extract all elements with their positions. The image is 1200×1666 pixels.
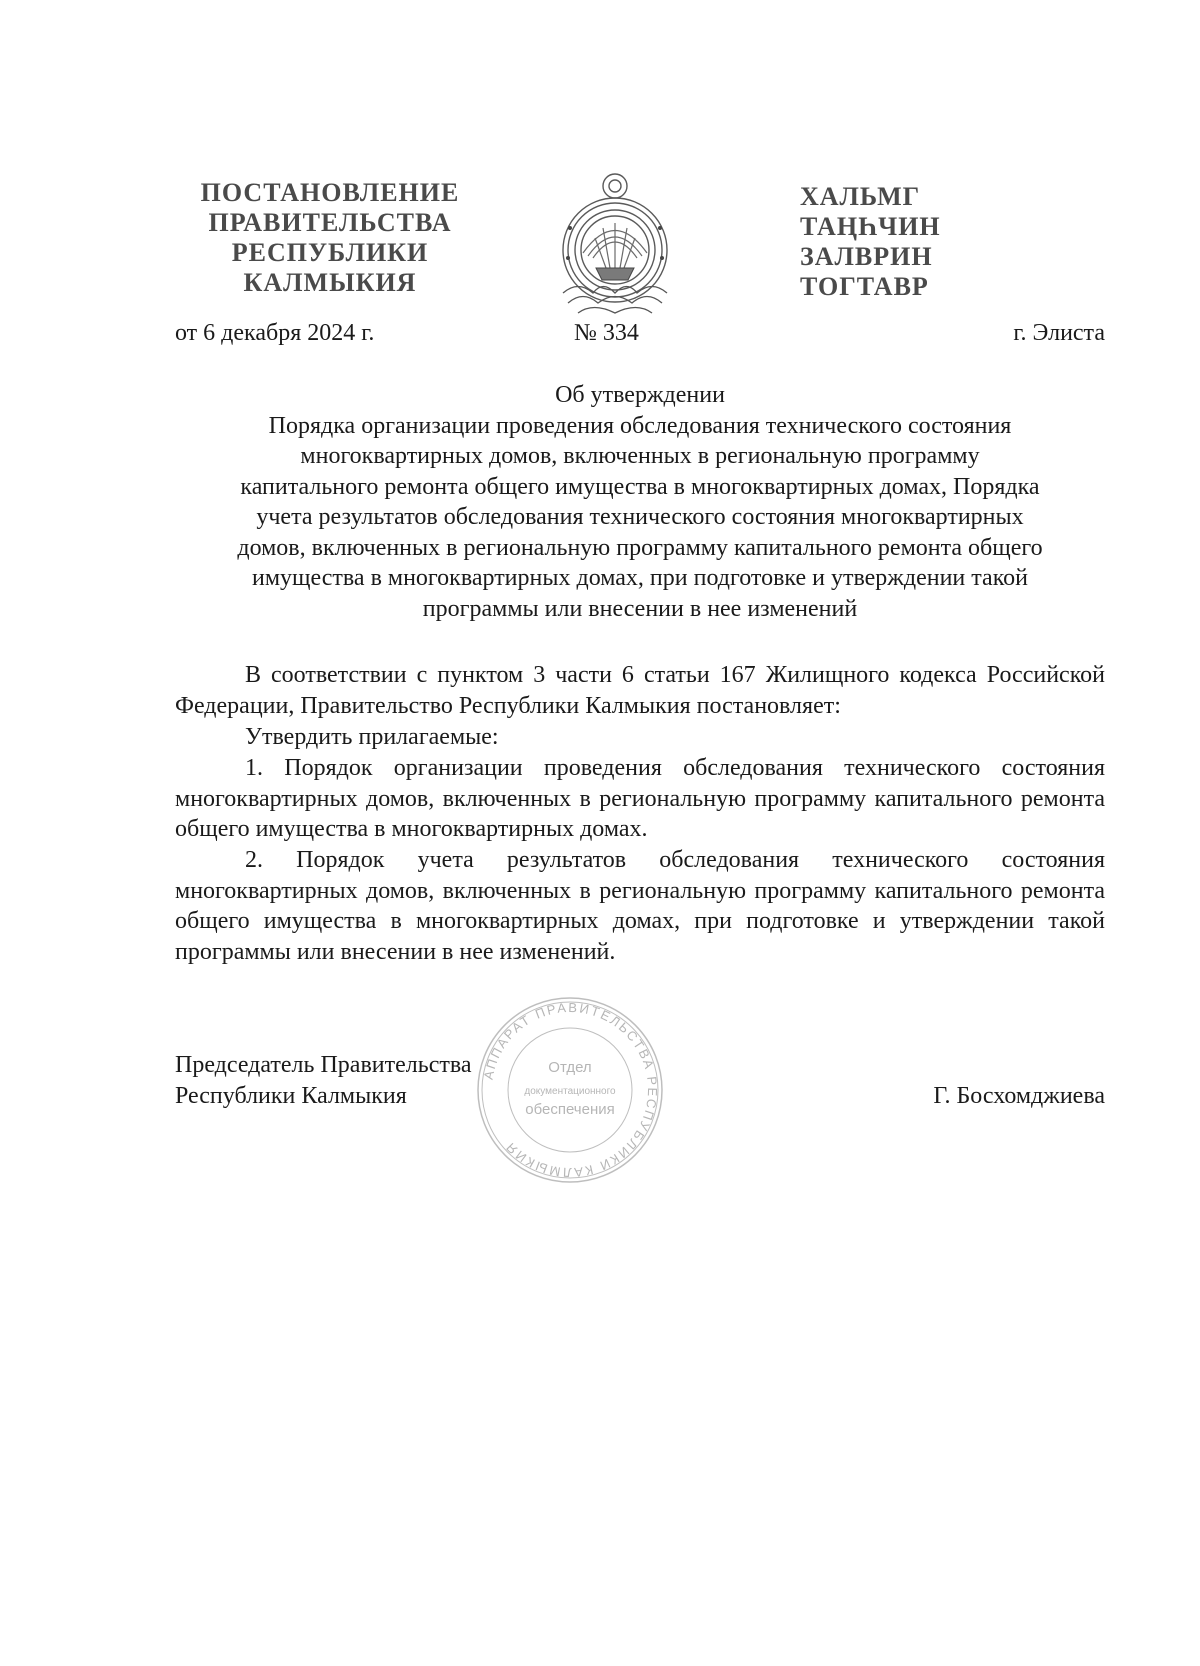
title-line: домов, включенных в региональную программу капитального ремонта общего [237,534,1043,561]
header-right-line: ТОГТАВР [800,272,929,301]
header-title-russian [185,178,475,298]
body-paragraph-item-2: 2. Порядок учета результатов обследования технического состояния многоквартирных домов, включенных в региональную программу капитального ремонта общего имущества в многоквартирных домах, при подготовке и утверждении такой программы или внесении в нее изменений. [175,847,1105,965]
header-left-line: КАЛМЫКИЯ [243,268,417,297]
title-line: Порядка организации проведения обследования технического состояния [268,412,1012,439]
document-number: № 334 [574,320,639,346]
stamp-line: документационного [524,1086,616,1097]
svg-text:АППАРАТ ПРАВИТЕЛЬСТВА РЕСПУБЛИ: АППАРАТ ПРАВИТЕЛЬСТВА РЕСПУБЛИКИ КАЛМЫКИЯ [480,999,661,1181]
body-paragraph-preamble: В соответствии с пунктом 3 части 6 статьи 167 Жилищного кодекса Российской Федерации, Правительство Республики Калмыкия постановляет: [175,662,1105,719]
header-left-line: ПРАВИТЕЛЬСТВА [208,208,452,237]
title-line: многоквартирных домов, включенных в региональную программу [300,443,980,469]
header-title-kalmyk [800,182,1000,302]
title-line: Об утверждении [555,382,725,408]
header-left-line: ПОСТАНОВЛЕНИЕ [200,178,460,207]
signatory-position-line: Республики Калмыкия [175,1082,407,1109]
stamp-line: Отдел [548,1059,592,1076]
signatory-position-line: Председатель Правительства [175,1052,472,1078]
title-line: имущества в многоквартирных домах, при подготовке и утверждении такой [252,565,1028,591]
header-right-line: ТАҢҺЧИН [800,212,941,241]
title-line: капитального ремонта общего имущества в многоквартирных домах, Порядка [240,473,1040,500]
signatory-name: Г. Босхомджиева [933,1083,1105,1109]
title-line: программы или внесении в нее изменений [422,595,858,622]
official-stamp [470,990,670,1190]
body-paragraph-item-1: 1. Порядок организации проведения обследования технического состояния многоквартирных домов, включенных в региональную программу капитального ремонта общего имущества в многоквартирных домах. [175,755,1105,842]
stamp-line: обеспечения [525,1101,615,1118]
header-left-line: РЕСПУБЛИКИ [231,238,429,267]
title-line: учета результатов обследования технического состояния многоквартирных [256,504,1024,530]
signatory-position [175,1050,472,1111]
header-right-line: ЗАЛВРИН [800,242,933,271]
document-title [175,380,1105,624]
header-right-line: ХАЛЬМГ [800,182,921,211]
body-paragraph-approve: Утвердить прилагаемые: [245,724,499,750]
document-city: г. Элиста [1013,320,1105,346]
document-date: от 6 декабря 2024 г. [175,320,375,346]
coat-of-arms-icon [548,168,683,323]
